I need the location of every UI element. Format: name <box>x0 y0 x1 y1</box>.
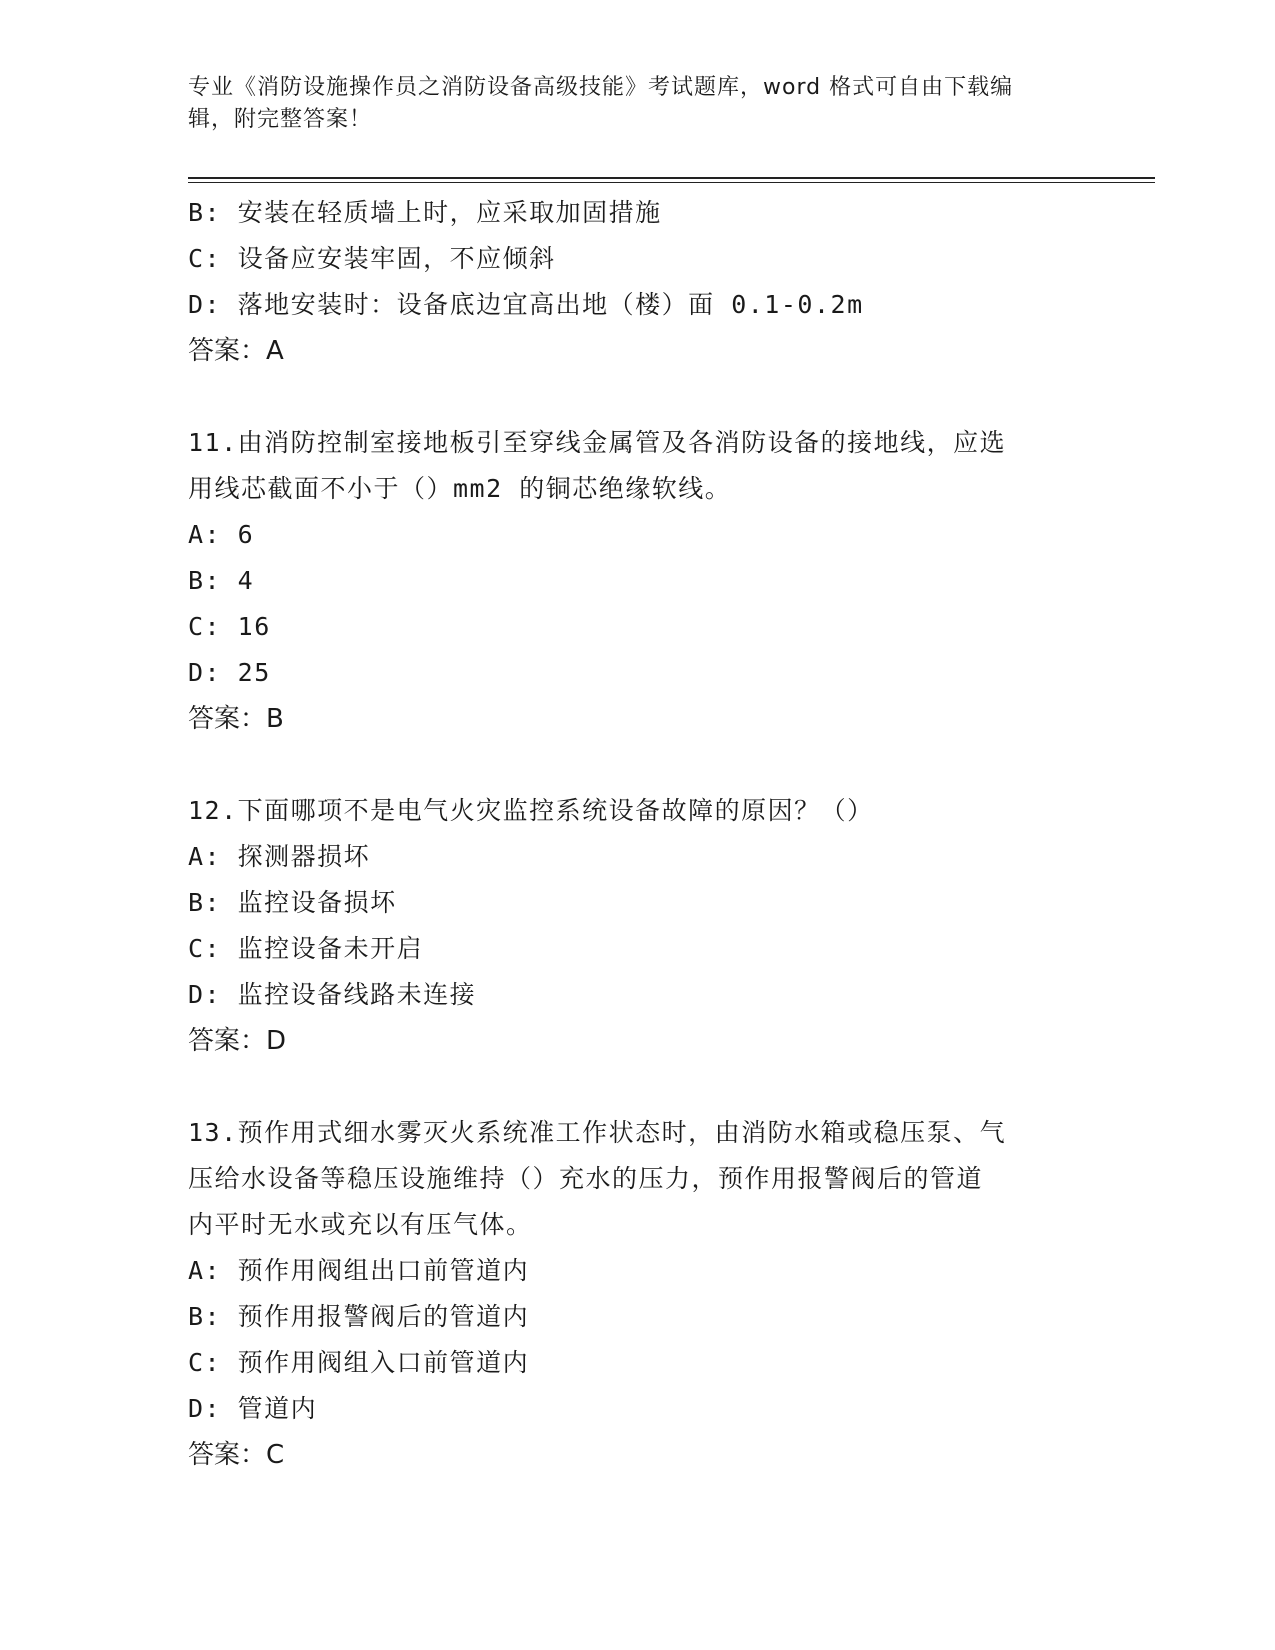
spacer <box>188 1064 1088 1110</box>
answer-line: 答案：B <box>188 704 284 734</box>
option-a: A: 6 <box>188 520 255 549</box>
question-13-text-line-2: 压给水设备等稳压设施维持（）充水的压力，预作用报警阀后的管道 <box>188 1164 984 1193</box>
option-d: D: 监控设备线路未连接 <box>188 980 477 1009</box>
question-11-text-line-2: 用线芯截面不小于（）mm2 的铜芯绝缘软线。 <box>188 474 732 503</box>
question-13-block <box>188 1110 1088 1478</box>
answer-line: 答案：A <box>188 336 284 366</box>
option-d: D: 落地安装时：设备底边宜高出地（楼）面 0.1-0.2m <box>188 290 864 319</box>
previous-question-block <box>188 190 1088 374</box>
option-d: D: 管道内 <box>188 1394 318 1423</box>
question-12-block <box>188 788 1088 1064</box>
option-c: C: 设备应安装牢固，不应倾斜 <box>188 244 556 273</box>
option-b: B: 4 <box>188 566 255 595</box>
spacer <box>188 742 1088 788</box>
option-c: C: 预作用阀组入口前管道内 <box>188 1348 530 1377</box>
spacer <box>188 374 1088 420</box>
question-11-text-line-1: 11.由消防控制室接地板引至穿线金属管及各消防设备的接地线，应选 <box>188 428 1007 457</box>
answer-line: 答案：D <box>188 1026 287 1056</box>
option-c: C: 16 <box>188 612 271 641</box>
question-13-text-line-3: 内平时无水或充以有压气体。 <box>188 1210 533 1239</box>
question-content <box>188 190 1088 1478</box>
question-12-text: 12.下面哪项不是电气火灾监控系统设备故障的原因？（） <box>188 796 874 825</box>
option-c: C: 监控设备未开启 <box>188 934 424 963</box>
document-header <box>188 72 1078 136</box>
answer-line: 答案：C <box>188 1440 285 1470</box>
option-b: B: 监控设备损坏 <box>188 888 397 917</box>
option-d: D: 25 <box>188 658 271 687</box>
option-b: B: 安装在轻质墙上时，应采取加固措施 <box>188 198 662 227</box>
question-11-block <box>188 420 1088 742</box>
question-13-text-line-1: 13.预作用式细水雾灭火系统准工作状态时，由消防水箱或稳压泵、气 <box>188 1118 1007 1147</box>
header-divider-thin <box>188 182 1155 183</box>
option-b: B: 预作用报警阀后的管道内 <box>188 1302 530 1331</box>
option-a: A: 探测器损坏 <box>188 842 371 871</box>
header-line-1: 专业《消防设施操作员之消防设备高级技能》考试题库，word 格式可自由下载编 <box>188 75 1014 100</box>
header-divider-thick <box>188 177 1155 179</box>
option-a: A: 预作用阀组出口前管道内 <box>188 1256 530 1285</box>
header-line-2: 辑，附完整答案！ <box>188 107 373 132</box>
